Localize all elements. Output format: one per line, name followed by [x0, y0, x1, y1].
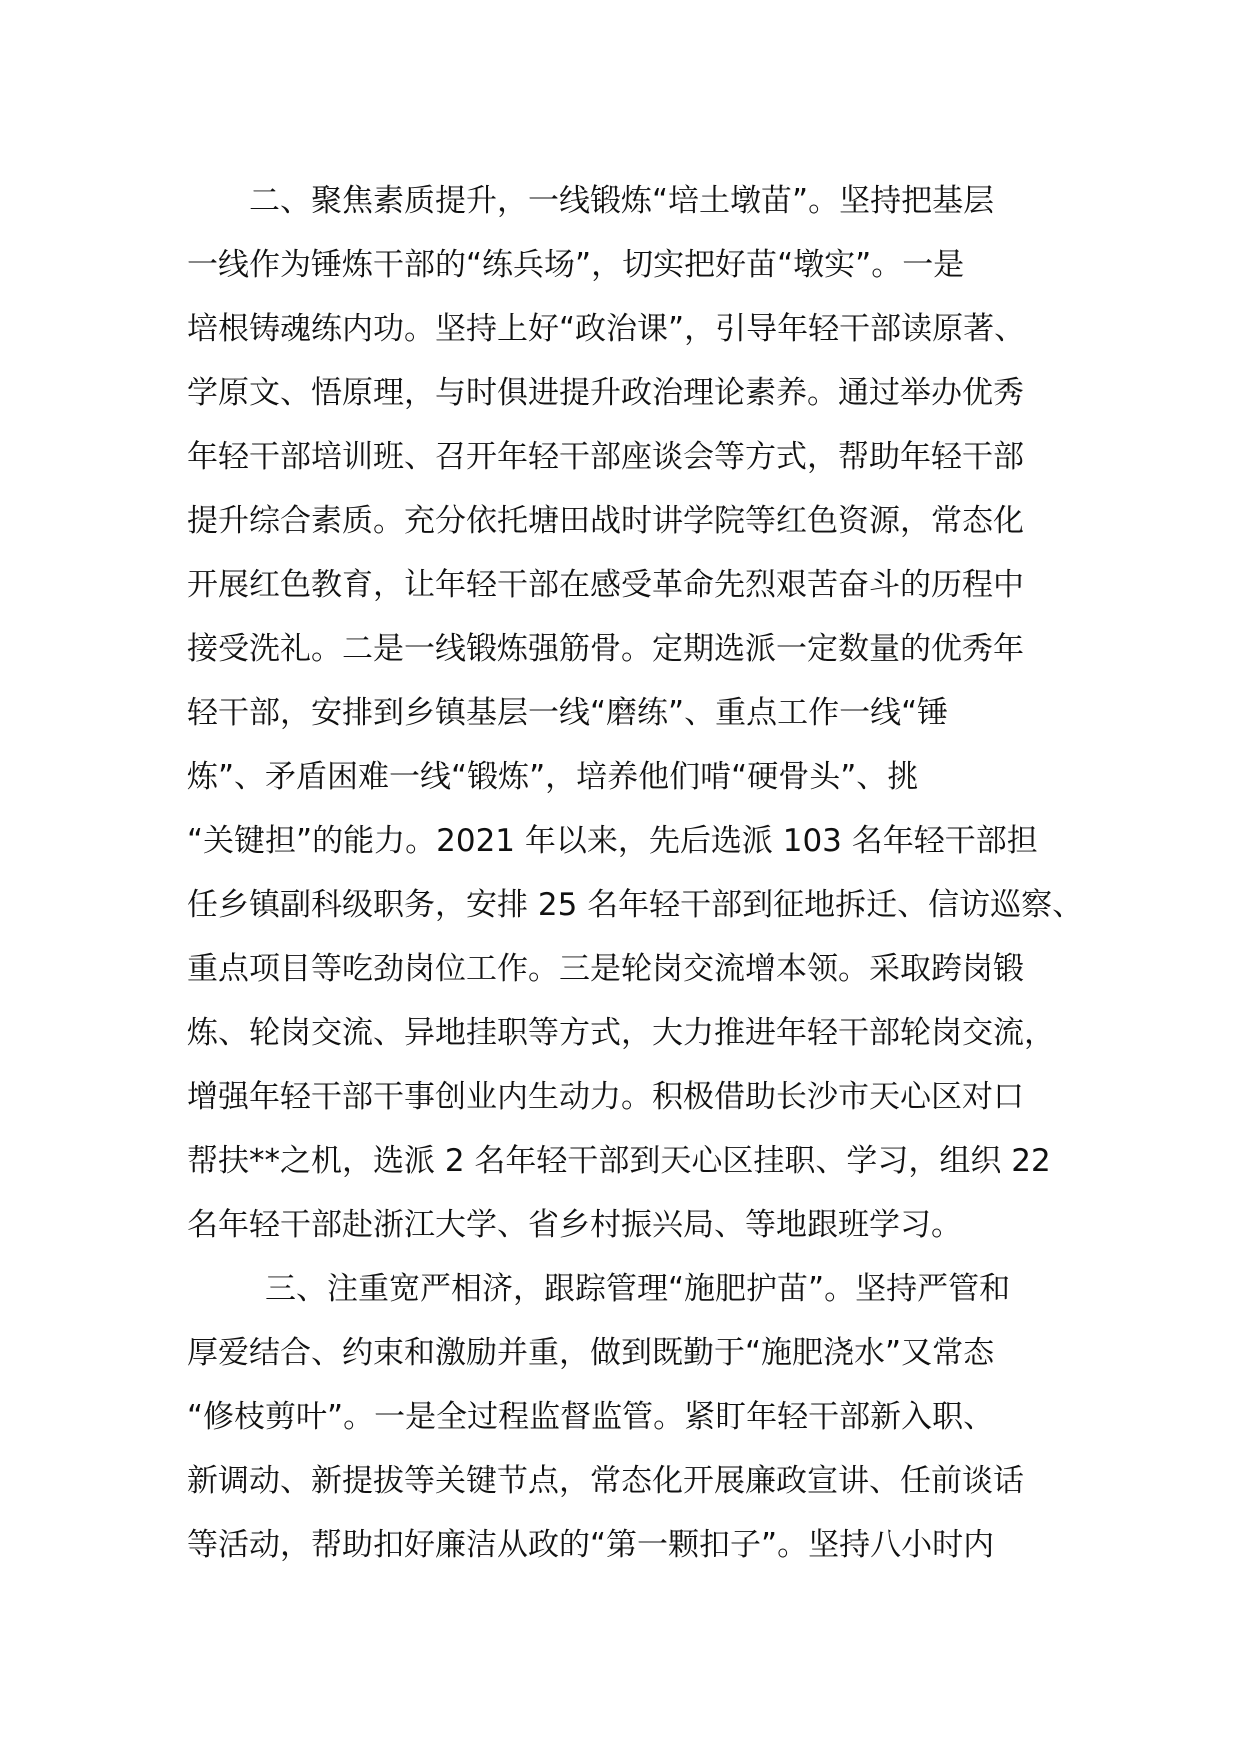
- text-line: 一线作为锤炼干部的“练兵场”，切实把好苗“墩实”。一是: [187, 247, 965, 283]
- text-line: 重点项目等吃劲岗位工作。三是轮岗交流增本领。采取跨岗锻: [187, 951, 1024, 987]
- body-text: [187, 169, 1084, 1577]
- paragraph-3-heading-line: 三、注重宽严相济，跟踪管理“施肥护苗”。坚持严管和: [265, 1271, 1011, 1307]
- text-line: 增强年轻干部干事创业内生动力。积极借助长沙市天心区对口: [187, 1079, 1024, 1115]
- text-line: 培根铸魂练内功。坚持上好“政治课”，引导年轻干部读原著、: [187, 311, 1026, 347]
- text-line: 学原文、悟原理，与时俱进提升政治理论素养。通过举办优秀: [187, 375, 1024, 411]
- text-line: 任乡镇副科级职务，安排 25 名年轻干部到征地拆迁、信访巡察、: [187, 887, 1084, 923]
- text-line: 厚爱结合、约束和激励并重，做到既勤于“施肥浇水”又常态: [187, 1335, 995, 1371]
- text-line: “关键担”的能力。2021 年以来，先后选派 103 名年轻干部担: [187, 823, 1038, 859]
- text-line: 名年轻干部赴浙江大学、省乡村振兴局、等地跟班学习。: [187, 1207, 962, 1243]
- text-line: 提升综合素质。充分依托塘田战时讲学院等红色资源，常态化: [187, 503, 1024, 539]
- paragraph-2-heading-line: 二、聚焦素质提升，一线锻炼“培土墩苗”。坚持把基层: [249, 183, 995, 219]
- text-line: 轻干部，安排到乡镇基层一线“磨练”、重点工作一线“锤: [187, 695, 949, 731]
- text-line: 开展红色教育，让年轻干部在感受革命先烈艰苦奋斗的历程中: [187, 567, 1024, 603]
- text-line: 年轻干部培训班、召开年轻干部座谈会等方式，帮助年轻干部: [187, 439, 1024, 475]
- text-line: 炼”、矛盾困难一线“锻炼”，培养他们啃“硬骨头”、挑: [187, 759, 919, 795]
- text-line: 接受洗礼。二是一线锻炼强筋骨。定期选派一定数量的优秀年: [187, 631, 1024, 667]
- text-line: 帮扶**之机，选派 2 名年轻干部到天心区挂职、学习，组织 22: [187, 1143, 1051, 1179]
- text-line: “修枝剪叶”。一是全过程监督监管。紧盯年轻干部新入职、: [187, 1399, 995, 1435]
- text-line: 新调动、新提拔等关键节点，常态化开展廉政宣讲、任前谈话: [187, 1463, 1024, 1499]
- text-line: 炼、轮岗交流、异地挂职等方式，大力推进年轻干部轮岗交流，: [187, 1015, 1055, 1051]
- text-line: 等活动，帮助扣好廉洁从政的“第一颗扣子”。坚持八小时内: [187, 1527, 995, 1563]
